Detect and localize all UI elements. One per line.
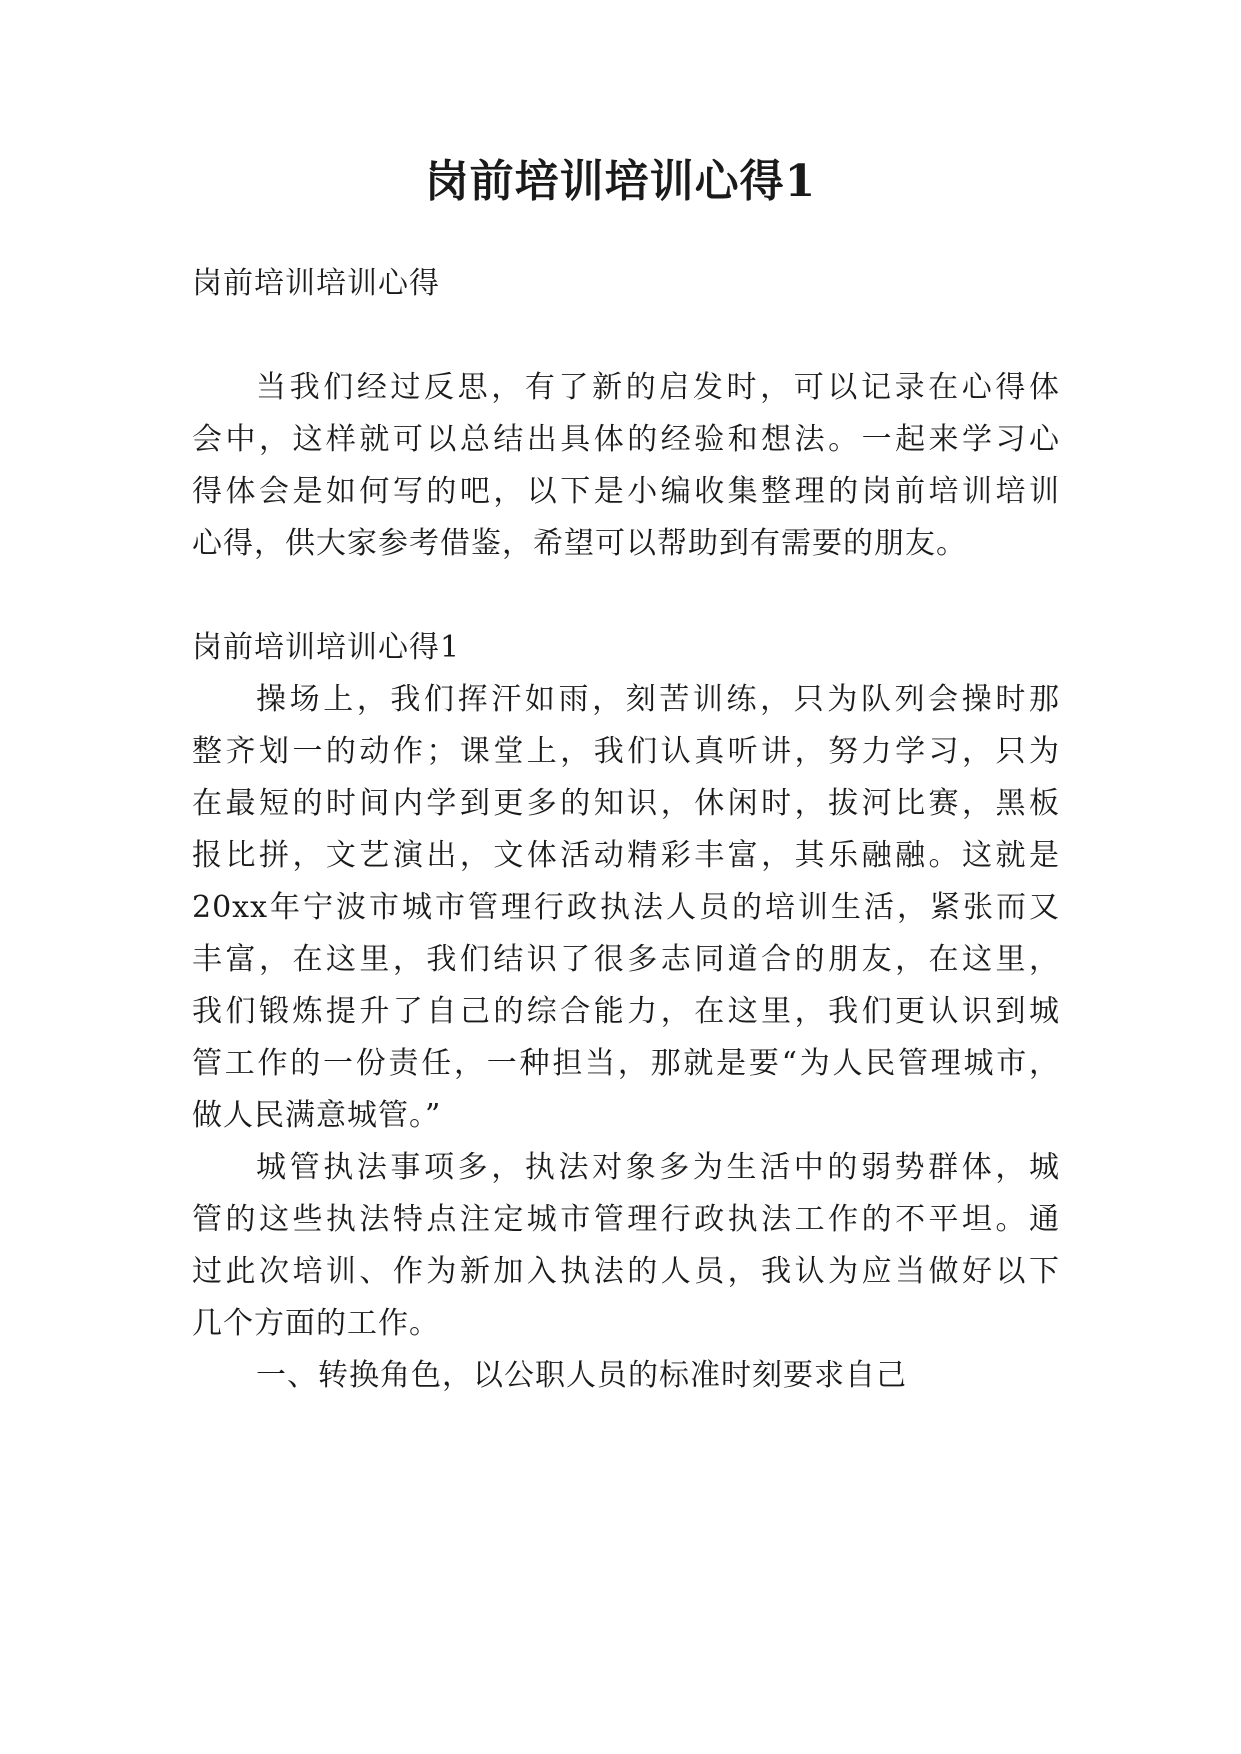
para1-line: 管工作的一份责任，一种担当，那就是要“为人民管理城市， (192, 1046, 1060, 1081)
para2-line: 几个方面的工作。 (192, 1306, 440, 1341)
para1-line: 20xx年宁波市城市管理行政执法人员的培训生活，紧张而又 (192, 890, 1060, 925)
intro-line: 会中，这样就可以总结出具体的经验和想法。一起来学习心 (192, 422, 1060, 457)
para1-line: 在最短的时间内学到更多的知识，休闲时，拔河比赛，黑板 (192, 786, 1060, 821)
intro-line: 得体会是如何写的吧，以下是小编收集整理的岗前培训培训 (192, 474, 1060, 509)
intro-line: 心得，供大家参考借鉴，希望可以帮助到有需要的朋友。 (192, 526, 967, 561)
section-heading: 岗前培训培训心得1 (192, 630, 461, 665)
para2-line: 城管执法事项多，执法对象多为生活中的弱势群体，城 (256, 1150, 1060, 1185)
para1-line: 做人民满意城管。” (192, 1098, 442, 1133)
para1-line: 我们锻炼提升了自己的综合能力，在这里，我们更认识到城 (192, 994, 1060, 1029)
para2-line: 管的这些执法特点注定城市管理行政执法工作的不平坦。通 (192, 1202, 1060, 1237)
para1-line: 报比拼，文艺演出，文体活动精彩丰富，其乐融融。这就是 (192, 838, 1060, 873)
point-heading: 一、转换角色，以公职人员的标准时刻要求自己 (256, 1358, 907, 1393)
para1-line: 丰富，在这里，我们结识了很多志同道合的朋友，在这里， (192, 942, 1060, 977)
para1-line: 操场上，我们挥汗如雨，刻苦训练，只为队列会操时那 (256, 682, 1060, 717)
intro-line: 当我们经过反思，有了新的启发时，可以记录在心得体 (256, 370, 1060, 405)
para2-line: 过此次培训、作为新加入执法的人员，我认为应当做好以下 (192, 1254, 1060, 1289)
document-subtitle: 岗前培训培训心得 (192, 266, 440, 301)
document-title: 岗前培训培训心得1 (424, 156, 817, 207)
para1-line: 整齐划一的动作；课堂上，我们认真听讲，努力学习，只为 (192, 734, 1060, 769)
